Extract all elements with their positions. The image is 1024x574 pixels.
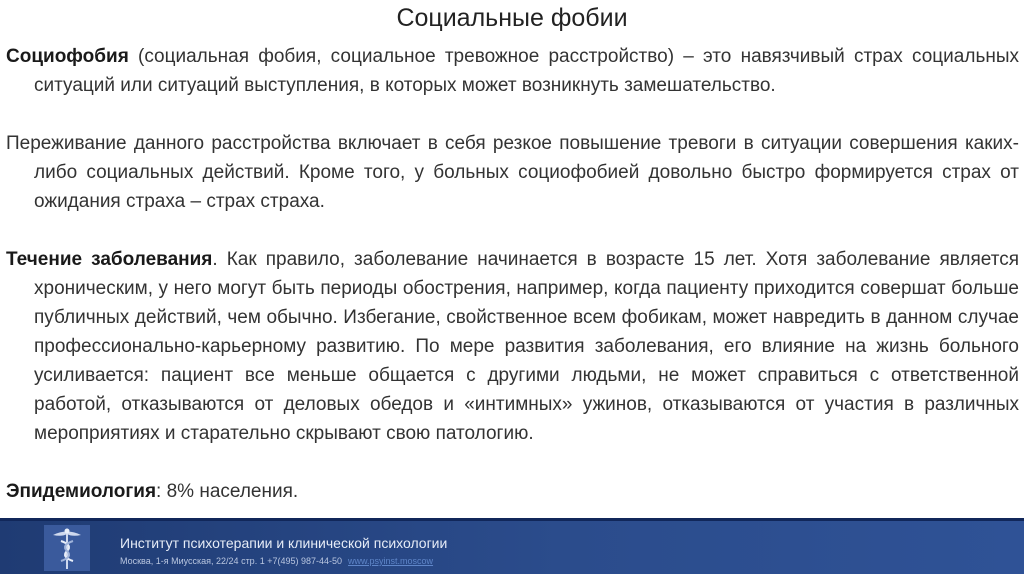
paragraph-definition bbox=[6, 42, 1019, 100]
institute-address: Москва, 1-я Миусская, 22/24 стр. 1 +7(495) 987-44-50 bbox=[120, 556, 343, 566]
paragraph-epidemiology bbox=[6, 477, 1019, 506]
caduceus-logo-icon bbox=[44, 525, 90, 571]
term-epidemiology: Эпидемиология bbox=[6, 481, 157, 502]
website-link[interactable]: www.psyinst.moscow bbox=[348, 556, 434, 566]
institute-contacts bbox=[120, 556, 433, 566]
experience-text: Переживание данного расстройства включает в себя резкое повышение тревоги в ситуации совершения каких-либо социальных действий. Кроме того, у больных социофобией довольно быстро формируется страх от ожидания страха – страх страха. bbox=[6, 133, 1019, 212]
term-course: Течение заболевания bbox=[6, 249, 213, 270]
course-text: . Как правило, заболевание начинается в возрасте 15 лет. Хотя заболевание является хроническим, у него могут быть периоды обострения, например, когда пациенту приходится совершат больше публичных действий, чем обычно. Избегание, свойственное всем фобикам, может навредить в данном случае профессионально-карьерному развитию. По мере развития заболевания, его влияние на жизнь больного усиливается: пациент все меньше общается с другими людьми, не может справиться с ответственной работой, отказываются от деловых обедов и «интимных» ужинов, отказываются от участия в различных мероприятиях и старательно скрывают свою патологию. bbox=[34, 249, 1019, 444]
slide-title: Социальные фобии bbox=[396, 4, 628, 32]
institute-name: Институт психотерапии и клинической психологии bbox=[120, 535, 448, 551]
epidemiology-text: : 8% населения. bbox=[156, 481, 299, 502]
definition-text: (социальная фобия, социальное тревожное расстройство) – это навязчивый страх социальных ситуаций или ситуаций выступления, в которых может возникнуть замешательство. bbox=[34, 46, 1019, 96]
footer-bar bbox=[0, 518, 1024, 574]
paragraph-course bbox=[6, 245, 1019, 448]
paragraph-experience bbox=[6, 129, 1019, 216]
term-sociophobia: Социофобия bbox=[6, 46, 129, 67]
slide-content bbox=[6, 42, 1019, 506]
